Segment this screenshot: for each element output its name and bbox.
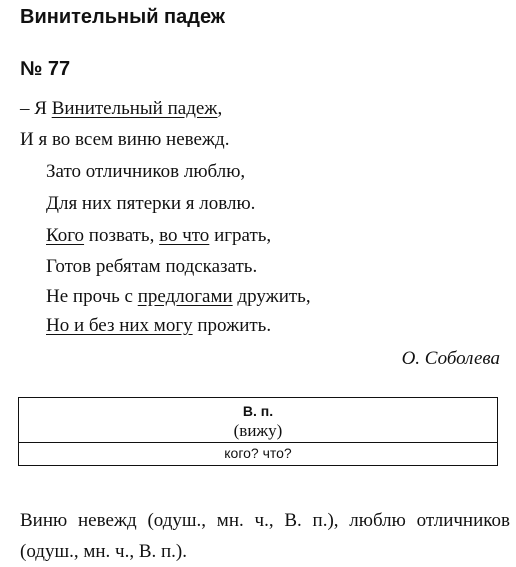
case-questions: кого? что? bbox=[19, 442, 497, 465]
page-title: Винительный падеж bbox=[20, 6, 225, 28]
poem-line-3: Зато отличников люблю, bbox=[46, 161, 246, 182]
poem-line-6: Готов ребятам подсказать. bbox=[46, 256, 258, 277]
case-helper-verb: (вижу) bbox=[233, 421, 283, 440]
poem-line-2: И я во всем виню невежд. bbox=[20, 129, 230, 150]
poem-line-8: Но и без них могу прожить. bbox=[46, 315, 272, 336]
case-name: В. п. bbox=[242, 403, 274, 419]
poem-author: О. Соболева bbox=[401, 348, 500, 369]
poem-line-4: Для них пятерки я ловлю. bbox=[46, 193, 256, 214]
poem-line-1: – Я Винительный падеж, bbox=[20, 98, 223, 119]
poem-line-7: Не прочь с предлогами дружить, bbox=[46, 286, 311, 307]
exercise-number: № 77 bbox=[20, 58, 71, 80]
answer-text: Виню невежд (одуш., мн. ч., В. п.), люблю отличников (одуш., мн. ч., В. п.). bbox=[20, 510, 510, 562]
poem-line-5: Кого позвать, во что играть, bbox=[46, 225, 272, 246]
case-table bbox=[18, 397, 498, 466]
